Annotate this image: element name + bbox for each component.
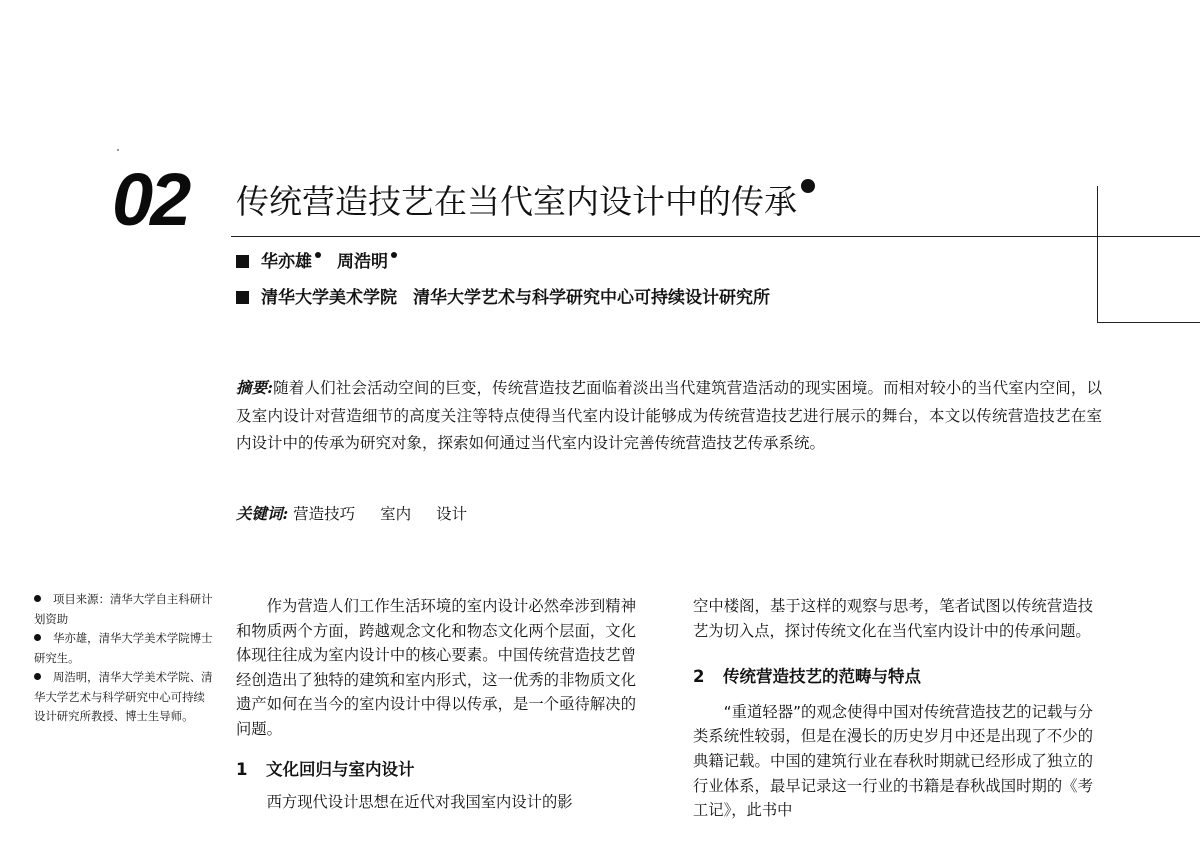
note-item: 项目来源：清华大学自主科研计划资助: [34, 592, 213, 626]
abstract: [236, 374, 1102, 458]
bullet-dot-icon: [34, 634, 41, 641]
section-heading: 1 文化回归与室内设计: [236, 759, 415, 779]
bullet-dot-icon: [34, 595, 41, 602]
abstract-label: 摘要:: [236, 378, 274, 397]
note-item: 周浩明，清华大学美术学院、清华大学艺术与科学研究中心可持续设计研究所教授、博士生导师。: [34, 670, 213, 723]
note-item: 华亦雄，清华大学美术学院博士研究生。: [34, 631, 213, 665]
affiliation-1: 清华大学美术学院: [261, 288, 397, 308]
chapter-number: 02: [112, 158, 189, 241]
body-column-1: [236, 594, 636, 815]
bullet-square-icon: [236, 291, 249, 304]
paragraph: “重道轻器”的观念使得中国对传统营造技艺的记载与分类系统性较弱，但是在漫长的历史岁月中还是出现了不少的典籍记载。中国的建筑行业在春秋时期就已经形成了独立的行业体系，最早记录这一行业的书籍是春秋战国时期的《考工记》，此书中: [693, 702, 1093, 820]
affiliation-2: 清华大学艺术与科学研究中心可持续设计研究所: [413, 288, 770, 308]
article-title: [236, 180, 815, 224]
footnote-marker-icon: [801, 179, 815, 193]
abstract-text: 随着人们社会活动空间的巨变，传统营造技艺面临着淡出当代建筑营造活动的现实困境。而相对较小的当代室内空间，以及室内设计对营造细节的高度关注等特点使得当代室内设计能够成为传统营造技艺进行展示的舞台，本文以传统营造技艺在室内设计中的传承为研究对象，探索如何通过当代室内设计完善传统营造技艺传承系统。: [236, 379, 1102, 452]
header-lower-rule: [1097, 322, 1200, 323]
keywords-label: 关键词:: [236, 504, 289, 523]
scan-speck: [117, 149, 119, 151]
author-1: 华亦雄: [261, 252, 312, 272]
keywords: [236, 500, 467, 528]
author-line: [236, 250, 397, 274]
author-note-icon: [315, 252, 321, 258]
author-notes: [34, 590, 214, 727]
section-heading: 2 传统营造技艺的范畴与特点: [693, 667, 921, 687]
header-vertical-rule: [1097, 186, 1098, 323]
title-text: 传统营造技艺在当代室内设计中的传承: [236, 182, 797, 221]
author-note-icon: [391, 252, 397, 258]
affiliation-line: [236, 286, 770, 310]
header-rule: [231, 236, 1200, 237]
author-2: 周浩明: [337, 252, 388, 272]
paragraph: 作为营造人们工作生活环境的室内设计必然牵涉到精神和物质两个方面，跨越观念文化和物态文化两个层面，文化体现往往成为室内设计中的核心要素。中国传统营造技艺曾经创造出了独特的建筑和室内形式，这一优秀的非物质文化遗产如何在当今的室内设计中得以传承，是一个亟待解决的问题。: [236, 597, 636, 738]
bullet-dot-icon: [34, 673, 41, 680]
paragraph: 西方现代设计思想在近代对我国室内设计的影: [266, 793, 573, 812]
keyword: 设计: [436, 505, 468, 523]
keyword: 室内: [380, 505, 412, 523]
keyword: 营造技巧: [293, 505, 356, 523]
body-column-2: [693, 594, 1093, 823]
paragraph: 空中楼阁，基于这样的观察与思考，笔者试图以传统营造技艺为切入点，探讨传统文化在当代室内设计中的传承问题。: [693, 597, 1093, 640]
bullet-square-icon: [236, 255, 249, 268]
